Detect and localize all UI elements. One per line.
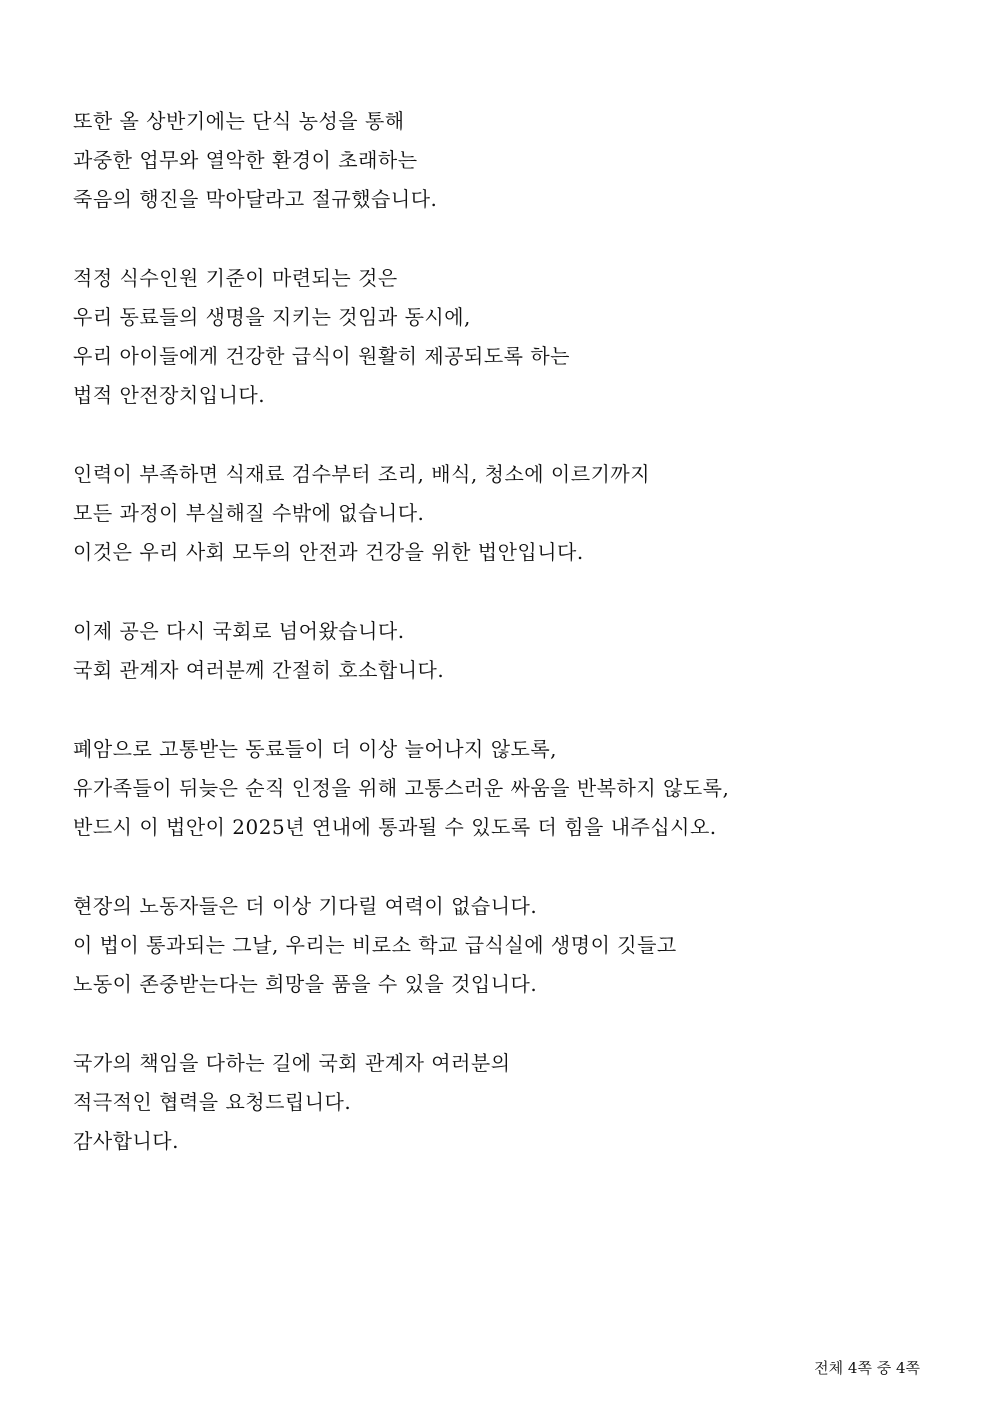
text-line: 감사합니다. <box>73 1129 179 1153</box>
text-line: 이것은 우리 사회 모두의 안전과 건강을 위한 법안입니다. <box>73 540 584 564</box>
paragraph <box>73 1044 933 1161</box>
paragraph <box>73 102 933 219</box>
text-line: 이 법이 통과되는 그날, 우리는 비로소 학교 급식실에 생명이 깃들고 <box>73 933 677 957</box>
text-line: 국가의 책임을 다하는 길에 국회 관계자 여러분의 <box>73 1051 511 1075</box>
text-line: 법적 안전장치입니다. <box>73 383 266 407</box>
paragraph <box>73 455 933 572</box>
text-line: 과중한 업무와 열악한 환경이 초래하는 <box>73 148 418 172</box>
document-body <box>73 102 933 1201</box>
text-line: 반드시 이 법안이 2025년 연내에 통과될 수 있도록 더 힘을 내주십시오. <box>73 815 717 839</box>
text-line: 폐암으로 고통받는 동료들이 더 이상 늘어나지 않도록, <box>73 737 558 761</box>
text-line: 국회 관계자 여러분께 간절히 호소합니다. <box>73 658 445 682</box>
text-line: 적정 식수인원 기준이 마련되는 것은 <box>73 266 398 290</box>
page-indicator: 전체 4쪽 중 4쪽 <box>814 1359 920 1377</box>
paragraph <box>73 612 933 690</box>
text-line: 유가족들이 뒤늦은 순직 인정을 위해 고통스러운 싸움을 반복하지 않도록, <box>73 776 730 800</box>
paragraph <box>73 730 933 847</box>
text-line: 적극적인 협력을 요청드립니다. <box>73 1090 352 1114</box>
text-line: 인력이 부족하면 식재료 검수부터 조리, 배식, 청소에 이르기까지 <box>73 462 651 486</box>
text-line: 죽음의 행진을 막아달라고 절규했습니다. <box>73 187 438 211</box>
text-line: 또한 올 상반기에는 단식 농성을 통해 <box>73 109 405 133</box>
text-line: 노동이 존중받는다는 희망을 품을 수 있을 것입니다. <box>73 972 538 996</box>
text-line: 모든 과정이 부실해질 수밖에 없습니다. <box>73 501 425 525</box>
text-line: 이제 공은 다시 국회로 넘어왔습니다. <box>73 619 405 643</box>
paragraph <box>73 887 933 1004</box>
text-line: 우리 아이들에게 건강한 급식이 원활히 제공되도록 하는 <box>73 344 571 368</box>
text-line: 현장의 노동자들은 더 이상 기다릴 여력이 없습니다. <box>73 894 538 918</box>
text-line: 우리 동료들의 생명을 지키는 것임과 동시에, <box>73 305 471 329</box>
paragraph <box>73 259 933 415</box>
